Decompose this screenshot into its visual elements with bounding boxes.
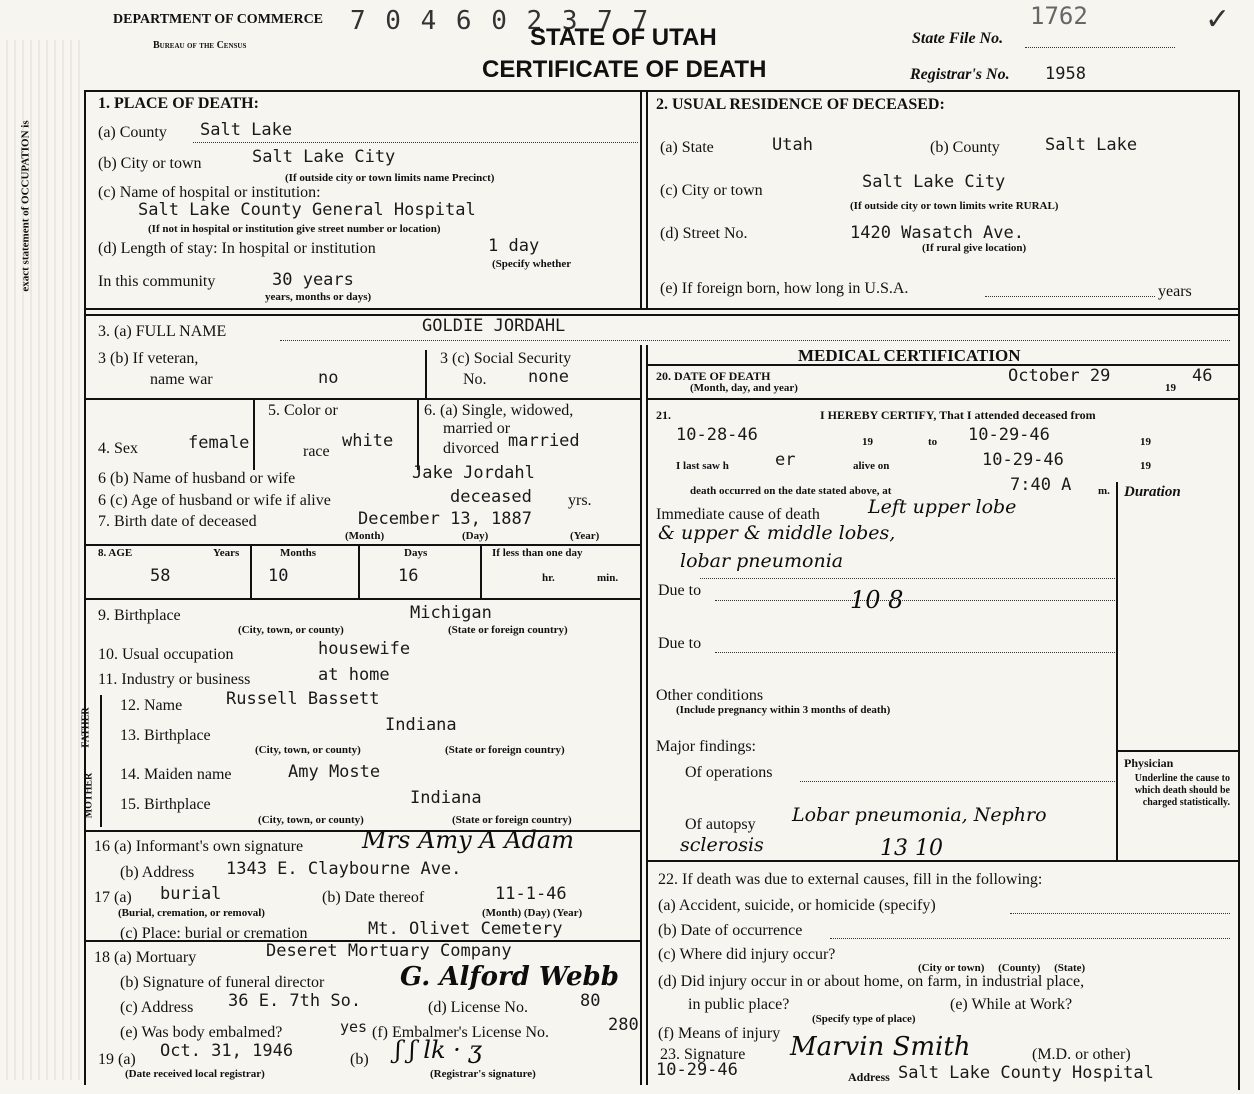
external-d2: in public place? [688, 996, 790, 1013]
age-months-value: 10 [268, 566, 289, 586]
due-to-label-1: Due to [658, 582, 702, 599]
physician-signature: Marvin Smith [790, 1032, 971, 1062]
autopsy-line-1: Lobar pneumonia, Nephro [792, 804, 1047, 826]
registrar-label: Registrar's No. [910, 66, 1010, 83]
industry-value: at home [318, 665, 390, 685]
alive-on-19: 19 [1140, 460, 1151, 472]
death-date-label: 20. DATE OF DEATH [656, 369, 771, 383]
state-file-value: 1762 [1030, 2, 1088, 30]
attended-19-b: 19 [1140, 436, 1151, 448]
pod-community-label: In this community [98, 273, 216, 290]
director-label: (b) Signature of funeral director [120, 974, 325, 991]
ssn-label: 3 (c) Social Security [440, 350, 572, 367]
marital-value: married [508, 431, 580, 451]
external-d: (d) Did injury occur in or about home, on farm, in industrial place, [658, 973, 1085, 990]
res-state-label: (a) State [660, 139, 714, 156]
mother-bp-value: Indiana [410, 788, 482, 808]
res-city-note: (If outside city or town limits write RURAL) [850, 200, 1059, 212]
autopsy-line-2: sclerosis [680, 834, 764, 856]
pod-county-label: (a) County [98, 124, 167, 141]
color-label: 5. Color or [268, 402, 338, 419]
ssn-label-2: No. [463, 371, 487, 388]
signature-date: 10-29-46 [656, 1060, 738, 1080]
state-file-label: State File No. [912, 30, 1004, 47]
left-margin-instructions [0, 40, 80, 1080]
cause-line-3: lobar pneumonia [680, 550, 844, 572]
pod-county-value: Salt Lake [200, 120, 293, 140]
received-note: (Date received local registrar) [125, 1068, 265, 1080]
last-saw-pronoun: er [775, 450, 796, 470]
embalmed-value: yes [340, 1018, 368, 1036]
external-heading: 22. If death was due to external causes, fill in the following: [658, 871, 1043, 888]
pod-stay-label: (d) Length of stay: In hospital or institution [98, 240, 376, 257]
spouse-age-unit: yrs. [568, 492, 592, 509]
license-label: (d) License No. [428, 999, 528, 1016]
other-conditions-label: Other conditions [656, 687, 764, 704]
full-name-label: 3. (a) FULL NAME [98, 323, 227, 340]
veteran-label-2: name war [150, 371, 213, 388]
burial-place-label: (c) Place: burial or cremation [120, 925, 308, 942]
father-name-value: Russell Bassett [226, 689, 380, 709]
sex-value: female [188, 433, 250, 453]
received-label: 19 (a) [98, 1051, 136, 1068]
burial-note: (Burial, cremation, or removal) [118, 907, 265, 919]
father-bp-value: Indiana [385, 715, 457, 735]
due-to-label-2: Due to [658, 635, 702, 652]
director-signature: G. Alford Webb [400, 962, 619, 992]
sig-address-value: Salt Lake County Hospital [898, 1063, 1154, 1083]
birth-year-note: (Year) [570, 530, 600, 542]
attended-19-a: 19 [862, 436, 873, 448]
age-lt-day-label: If less than one day [492, 547, 583, 559]
registrar-value: 1958 [1045, 64, 1086, 84]
external-c-note: (City or town) (County) (State) [918, 962, 1086, 974]
attended-from: 10-28-46 [676, 425, 758, 445]
veteran-label: 3 (b) If veteran, [98, 350, 199, 367]
spouse-label: 6 (b) Name of husband or wife [98, 470, 296, 487]
major-findings-label: Major findings: [656, 738, 756, 755]
father-side-label: FATHER [80, 707, 92, 748]
maiden-value: Amy Moste [288, 762, 381, 782]
pod-hospital-label: (c) Name of hospital or institution: [98, 184, 321, 201]
pod-hospital-note: (If not in hospital or institution give street number or location) [148, 223, 441, 235]
death-date-note: (Month, day, and year) [690, 382, 798, 394]
father-bp-note-2: (State or foreign country) [445, 744, 565, 756]
birthplace-label: 9. Birthplace [98, 607, 181, 624]
medical-heading: MEDICAL CERTIFICATION [798, 346, 1021, 365]
embalmed-label: (e) Was body embalmed? [120, 1024, 283, 1041]
certify-text: I HEREBY CERTIFY, That I attended deceased from [820, 408, 1096, 422]
registrar-sig-note: (Registrar's signature) [430, 1068, 536, 1080]
age-hr-label: hr. [542, 572, 555, 584]
mother-side-label: MOTHER [83, 772, 95, 819]
death-time: 7:40 A [1010, 475, 1072, 495]
pod-city-label: (b) City or town [98, 155, 202, 172]
death-date-year: 46 [1192, 366, 1213, 386]
age-years-value: 58 [150, 566, 171, 586]
burial-address-label: (c) Address [120, 999, 194, 1016]
mother-bp-note-1: (City, town, or county) [258, 814, 364, 826]
informant-address-label: (b) Address [120, 864, 195, 881]
res-street-note: (If rural give location) [922, 242, 1027, 254]
autopsy-code: 13 10 [880, 836, 943, 861]
attended-to: 10-29-46 [968, 425, 1050, 445]
occurred-label: death occurred on the date stated above, at [690, 485, 892, 497]
birth-day-note: (Day) [462, 530, 489, 542]
physician-note: Underline the cause to which death should be charged statistically. [1134, 773, 1230, 808]
res-state-value: Utah [772, 135, 813, 155]
res-street-value: 1420 Wasatch Ave. [850, 223, 1024, 243]
age-days-label: Days [404, 547, 428, 559]
age-months-label: Months [280, 547, 317, 559]
attended-to-label: to [928, 436, 938, 448]
ssn-value: none [528, 367, 569, 387]
pod-city-value: Salt Lake City [252, 147, 396, 167]
due-to-code: 10 8 [850, 586, 904, 614]
occupation-label: 10. Usual occupation [98, 646, 234, 663]
father-bp-label: 13. Birthplace [120, 727, 211, 744]
registrar-signature-mark: ʃ ʃ lk · ʒ [395, 1036, 482, 1064]
informant-address-value: 1343 E. Claybourne Ave. [226, 859, 462, 879]
state-title: STATE OF UTAH [530, 24, 717, 51]
dept-label: DEPARTMENT OF COMMERCE [113, 12, 324, 27]
burial-value: burial [160, 884, 222, 904]
bureau-label: Bureau of the Census [153, 40, 247, 51]
duration-label: Duration [1124, 484, 1181, 500]
birth-month-note: (Month) [345, 530, 385, 542]
license-value: 80 [580, 991, 601, 1011]
race-label: race [303, 443, 330, 460]
burial-label: 17 (a) [94, 889, 132, 906]
alive-on-value: 10-29-46 [982, 450, 1064, 470]
cause-line-1: Left upper lobe [868, 496, 1017, 518]
marital-label-2: married or [443, 420, 511, 437]
external-d-note: (Specify type of place) [812, 1013, 916, 1025]
check-mark: ✓ [1205, 2, 1231, 37]
maiden-label: 14. Maiden name [120, 766, 232, 783]
autopsy-label: Of autopsy [685, 816, 756, 833]
alive-on-label: alive on [853, 460, 890, 472]
res-foreign-label: (e) If foreign born, how long in U.S.A. [660, 280, 909, 297]
marital-label: 6. (a) Single, widowed, [424, 402, 574, 419]
mortuary-label: 18 (a) Mortuary [94, 949, 197, 966]
death-date-value: October 29 [1008, 366, 1111, 386]
other-conditions-note: (Include pregnancy within 3 months of death) [676, 704, 891, 716]
age-label: 8. AGE [98, 547, 133, 559]
external-c: (c) Where did injury occur? [658, 946, 836, 963]
certify-num: 21. [656, 408, 671, 422]
immediate-cause-label: Immediate cause of death [656, 506, 820, 523]
received-value: Oct. 31, 1946 [160, 1041, 294, 1061]
registrar-sig-label: (b) [350, 1051, 369, 1068]
res-county-value: Salt Lake [1045, 135, 1138, 155]
informant-label: 16 (a) Informant's own signature [94, 838, 304, 855]
res-city-value: Salt Lake City [862, 172, 1006, 192]
burial-address-value: 36 E. 7th So. [228, 991, 362, 1011]
marital-label-3: divorced [443, 440, 499, 457]
last-saw-label: I last saw h [676, 460, 729, 472]
pod-hospital-value: Salt Lake County General Hospital [138, 200, 476, 220]
age-days-value: 16 [398, 566, 419, 586]
res-foreign-unit: years [1158, 283, 1192, 300]
age-years-label: Years [213, 547, 240, 559]
father-bp-note-1: (City, town, or county) [255, 744, 361, 756]
race-value: white [342, 431, 394, 451]
death-date-19: 19 [1165, 382, 1176, 394]
embalmer-label: (f) Embalmer's License No. [372, 1024, 550, 1041]
mother-bp-note-2: (State or foreign country) [452, 814, 572, 826]
margin-note-2: exact statement of OCCUPATION is [19, 120, 32, 292]
mother-bp-label: 15. Birthplace [120, 796, 211, 813]
sig-address-label: Address [848, 1070, 890, 1084]
informant-signature: Mrs Amy A Adam [362, 826, 574, 854]
burial-place-value: Mt. Olivet Cemetery [368, 919, 563, 939]
spouse-age-value: deceased [450, 487, 532, 507]
industry-label: 11. Industry or business [98, 671, 251, 688]
birthplace-note-2: (State or foreign country) [448, 624, 568, 636]
certificate-title: CERTIFICATE OF DEATH [482, 56, 767, 83]
res-city-label: (c) City or town [660, 182, 763, 199]
spouse-value: Jake Jordahl [412, 463, 535, 483]
pod-community-note: years, months or days) [265, 291, 372, 303]
embalmer-value: 280 [608, 1015, 639, 1035]
occupation-value: housewife [318, 639, 411, 659]
residence-heading: 2. USUAL RESIDENCE OF DECEASED: [656, 96, 945, 113]
father-name-label: 12. Name [120, 697, 183, 714]
birth-label: 7. Birth date of deceased [98, 513, 257, 530]
operations-label: Of operations [685, 764, 773, 781]
birthplace-note-1: (City, town, or county) [238, 624, 344, 636]
res-county-label: (b) County [930, 139, 1000, 156]
mortuary-value: Deseret Mortuary Company [266, 941, 512, 961]
res-street-label: (d) Street No. [660, 225, 748, 242]
md-label: (M.D. or other) [1032, 1046, 1131, 1063]
physician-head: Physician [1124, 756, 1174, 770]
birthplace-value: Michigan [410, 603, 492, 623]
sex-label: 4. Sex [98, 440, 138, 457]
pod-city-note: (If outside city or town limits name Precinct) [285, 172, 495, 184]
pod-stay-note: (Specify whether [492, 258, 572, 270]
veteran-value: no [318, 368, 339, 388]
burial-date-note: (Month) (Day) (Year) [482, 907, 583, 919]
pod-stay-value: 1 day [488, 236, 540, 256]
burial-date-value: 11-1-46 [495, 884, 567, 904]
place-of-death-heading: 1. PLACE OF DEATH: [98, 95, 259, 112]
full-name-value: GOLDIE JORDAHL [422, 316, 566, 336]
external-f: (f) Means of injury [658, 1025, 781, 1042]
cause-line-2: & upper & middle lobes, [658, 522, 896, 544]
pod-community-value: 30 years [272, 270, 354, 290]
external-a: (a) Accident, suicide, or homicide (specify) [658, 897, 936, 914]
stamp-number: 7 0 4 6 0 2 3 7 7 [350, 6, 651, 36]
death-time-suffix: m. [1098, 485, 1110, 497]
signature-label: 23. Signature [660, 1046, 746, 1063]
external-e: (e) While at Work? [950, 996, 1073, 1013]
birth-value: December 13, 1887 [358, 509, 532, 529]
age-min-label: min. [597, 572, 619, 584]
spouse-age-label: 6 (c) Age of husband or wife if alive [98, 492, 331, 509]
external-b: (b) Date of occurrence [658, 922, 803, 939]
burial-date-label: (b) Date thereof [322, 889, 425, 906]
